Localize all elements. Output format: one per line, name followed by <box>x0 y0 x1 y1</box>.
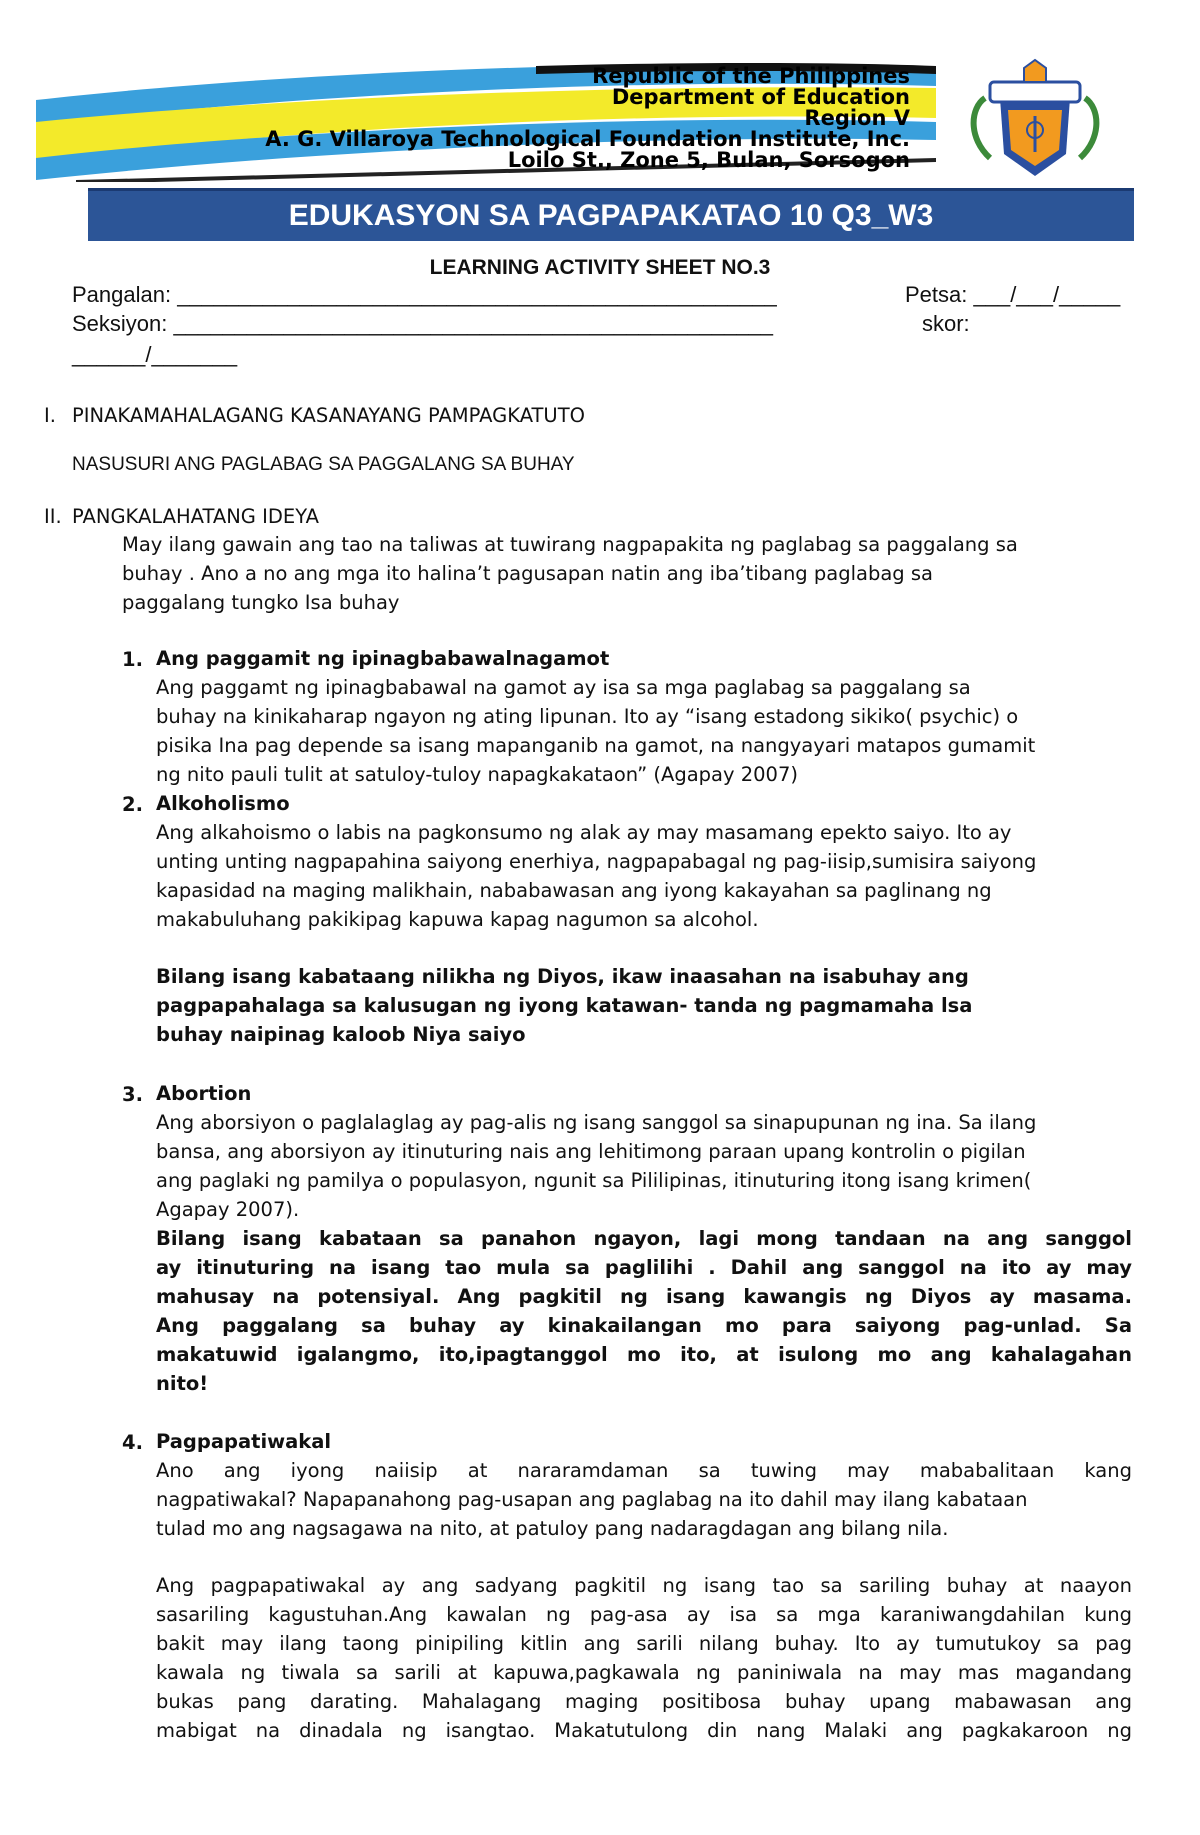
text-line: makatuwid igalangmo, ito,ipagtanggol mo ito, at isulong mo ang kahalagahan <box>156 1343 1132 1366</box>
text-line: bansa, ang aborsiyon ay itinuturing nais ang lehitimong paraan upang kontrolin o pigilan <box>156 1140 1026 1163</box>
letterhead-text <box>265 66 910 171</box>
item-4-paragraph-2 <box>156 1571 1132 1745</box>
text-line: mabigat na dinadala ng isangtao. Makatutulong din nang Malaki ang pagkakaroon ng <box>156 1719 1132 1742</box>
item-4-paragraph <box>156 1456 1132 1543</box>
item-4-title: Pagpapatiwakal <box>156 1430 332 1453</box>
text-line: bakit may ilang taong pinipiling kitlin ang sarili nilang buhay. Ito ay tumutukoy sa pag <box>156 1632 1132 1655</box>
text-line: Ang paggamt ng ipinagbabawal na gamot ay isa sa mga paglabag sa paggalang sa <box>156 676 971 699</box>
section-1-number: I. <box>44 404 56 427</box>
school-line: A. G. Villaroya Technological Foundation Institute, Inc. <box>265 127 910 151</box>
text-line: ay itinuturing na isang tao mula sa paglilihi . Dahil ang sanggol na ito ay may <box>156 1256 1132 1279</box>
item-1-title: Ang paggamit ng ipinagbabawalnagamot <box>156 647 610 670</box>
text-line: buhay naipinag kaloob Niya saiyo <box>156 1023 526 1046</box>
item-2-title: Alkoholismo <box>156 792 290 815</box>
text-line: May ilang gawain ang tao na taliwas at tuwirang nagpapakita ng paglabag sa paggalang sa <box>122 533 1018 556</box>
item-3-paragraph <box>156 1108 1136 1224</box>
item-3-title: Abortion <box>156 1082 252 1105</box>
section-2-title: PANGKALAHATANG IDEYA <box>72 505 319 528</box>
text-line: Agapay 2007). <box>156 1198 300 1221</box>
item-3-number: 3. <box>122 1083 143 1106</box>
text-line: nagpatiwakal? Napapanahong pag-usapan ang paglabag na ito dahil may ilang kabataan <box>156 1488 1028 1511</box>
text-line: mahusay na potensiyal. Ang pagkitil ng isang kawangis ng Diyos ay masama. <box>156 1285 1132 1308</box>
item-2-emphasis-paragraph <box>156 962 1136 1049</box>
school-seal-logo <box>960 58 1110 188</box>
sheet-title: LEARNING ACTIVITY SHEET NO.3 <box>429 256 771 279</box>
department-line: Department of Education <box>611 85 910 109</box>
item-1-paragraph <box>156 673 1136 789</box>
text-line: pagpapahalaga sa kalusugan ng iyong katawan- tanda ng pagmamaha lsa <box>156 994 973 1017</box>
text-line: paggalang tungko Isa buhay <box>122 591 400 614</box>
text-line: pisika Ina pag depende sa isang mapanganib na gamot, na nangyayari matapos gumamit <box>156 734 1036 757</box>
address-line: Loilo St., Zone 5, Bulan, Sorsogon <box>507 148 910 172</box>
text-line: Ang pagpapatiwakal ay ang sadyang pagkitil ng isang tao sa sariling buhay at naayon <box>156 1574 1132 1597</box>
score-line: ______/_______ <box>72 342 238 367</box>
section-1-text: NASUSURI ANG PAGLABAG SA PAGGALANG SA BUHAY <box>72 454 575 475</box>
text-line: tulad mo ang nagsagawa na nito, at patuloy pang nadaragdagan ang bilang nila. <box>156 1517 949 1540</box>
text-line: Ang alkahoismo o labis na pagkonsumo ng alak ay may masamang epekto saiyo. Ito ay <box>156 821 1012 844</box>
text-line: nito! <box>156 1372 209 1395</box>
section-field: Seksiyon: _________________________________________________ <box>72 311 774 336</box>
text-line: kawala ng tiwala sa sarili at kapuwa,pagkawala ng paniniwala na may mas magandang <box>156 1661 1132 1684</box>
text-line: Bilang isang kabataang nilikha ng Diyos, ikaw inaasahan na isabuhay ang <box>156 965 969 988</box>
subject-title-bar: EDUKASYON SA PAGPAPAKATAO 10 Q3_W3 <box>88 188 1134 241</box>
section-2-paragraph <box>122 530 1122 617</box>
date-field: Petsa: ___/___/_____ <box>905 282 1121 307</box>
text-line: sasariling kagustuhan.Ang kawalan ng pag-asa ay isa sa mga karaniwangdahilan kung <box>156 1603 1132 1626</box>
text-line: Ano ang iyong naiisip at nararamdaman sa tuwing may mababalitaan kang <box>156 1459 1132 1482</box>
text-line: buhay na kinikaharap ngayon ng ating lipunan. Ito ay “isang estadong sikiko( psychic) o <box>156 705 1019 728</box>
item-4-number: 4. <box>122 1431 143 1454</box>
item-2-paragraph <box>156 818 1136 934</box>
text-line: ng nito pauli tulit at satuloy-tuloy napagkakataon” (Agapay 2007) <box>156 763 798 786</box>
name-field: Pangalan: _________________________________________________ <box>72 282 777 307</box>
score-label: skor: <box>922 311 970 336</box>
section-1-title: PINAKAMAHALAGANG KASANAYANG PAMPAGKATUTO <box>72 404 585 427</box>
republic-line: Republic of the Philippines <box>592 64 910 88</box>
text-line: unting unting nagpapahina saiyong enerhiya, nagpapabagal ng pag-iisip,sumisira saiyong <box>156 850 1037 873</box>
text-line: Ang paggalang sa buhay ay kinakailangan mo para saiyong pag-unlad. Sa <box>156 1314 1132 1337</box>
text-line: buhay . Ano a no ang mga ito halina’t pagusapan natin ang iba’tibang paglabag sa <box>122 562 933 585</box>
letterhead <box>0 0 1200 210</box>
text-line: Bilang isang kabataan sa panahon ngayon, lagi mong tandaan na ang sanggol <box>156 1227 1132 1250</box>
region-line: Region V <box>804 106 910 130</box>
text-line: makabuluhang pakikipag kapuwa kapag nagumon sa alcohol. <box>156 908 759 931</box>
item-3-emphasis-paragraph <box>156 1224 1132 1398</box>
text-line: ang paglaki ng pamilya o populasyon, ngunit sa Pililipinas, itinuturing itong isang krimen( <box>156 1169 1032 1192</box>
text-line: bukas pang darating. Mahalagang maging positibosa buhay upang mabawasan ang <box>156 1690 1132 1713</box>
text-line: kapasidad na maging malikhain, nababawasan ang iyong kakayahan sa paglinang ng <box>156 879 992 902</box>
item-2-number: 2. <box>122 793 143 816</box>
text-line: Ang aborsiyon o paglalaglag ay pag-alis ng isang sanggol sa sinapupunan ng ina. Sa ilang <box>156 1111 1037 1134</box>
item-1-number: 1. <box>122 648 143 671</box>
section-2-number: II. <box>44 505 62 528</box>
